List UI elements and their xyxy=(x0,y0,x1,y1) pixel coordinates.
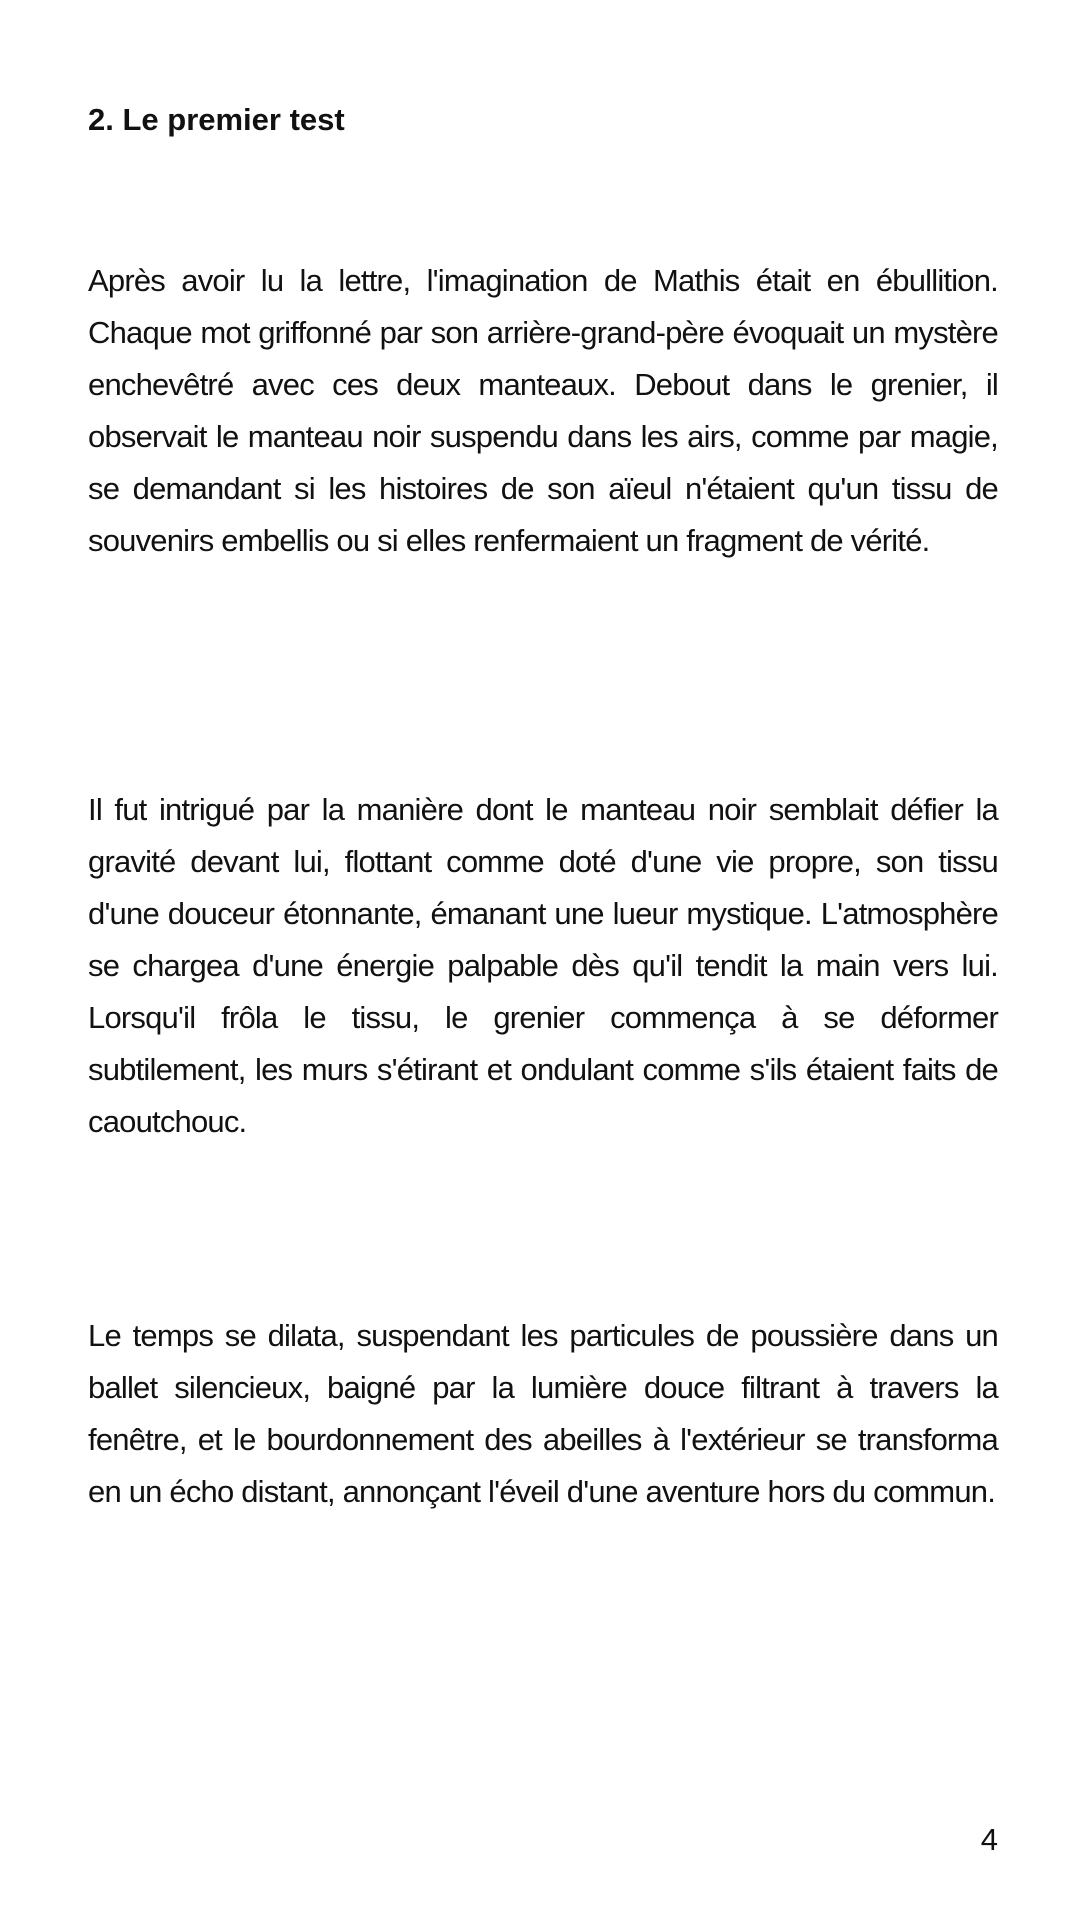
paragraph-3: Le temps se dilata, suspendant les particules de poussière dans un ballet silencieux, baigné par la lumière douce filtrant à travers la fenêtre, et le bourdonnement des abeilles à l'extérieur se transforma en un écho distant, annonçant l'éveil d'une aventure hors du commun. xyxy=(88,1318,998,1509)
paragraph-1: Après avoir lu la lettre, l'imagination de Mathis était en ébullition. Chaque mot griffonné par son arrière-grand-père évoquait un mystère enchevêtré avec ces deux manteaux. Debout dans le grenier, il observait le manteau noir suspendu dans les airs, comme par magie, se demandant si les histoires de son aïeul n'étaient qu'un tissu de souvenirs embellis ou si elles renfermaient un fragment de vérité. xyxy=(88,263,998,558)
paragraph-2: Il fut intrigué par la manière dont le manteau noir semblait défier la gravité devant lui, flottant comme doté d'une vie propre, son tissu d'une douceur étonnante, émanant une lueur mystique. L'atmosphère se chargea d'une énergie palpable dès qu'il tendit la main vers lui. Lorsqu'il frôla le tissu, le grenier commença à se déformer subtilement, les murs s'étirant et ondulant comme s'ils étaient faits de caoutchouc. xyxy=(88,792,998,1139)
chapter-title: 2. Le premier test xyxy=(88,102,345,137)
page-number: 4 xyxy=(980,1822,998,1857)
